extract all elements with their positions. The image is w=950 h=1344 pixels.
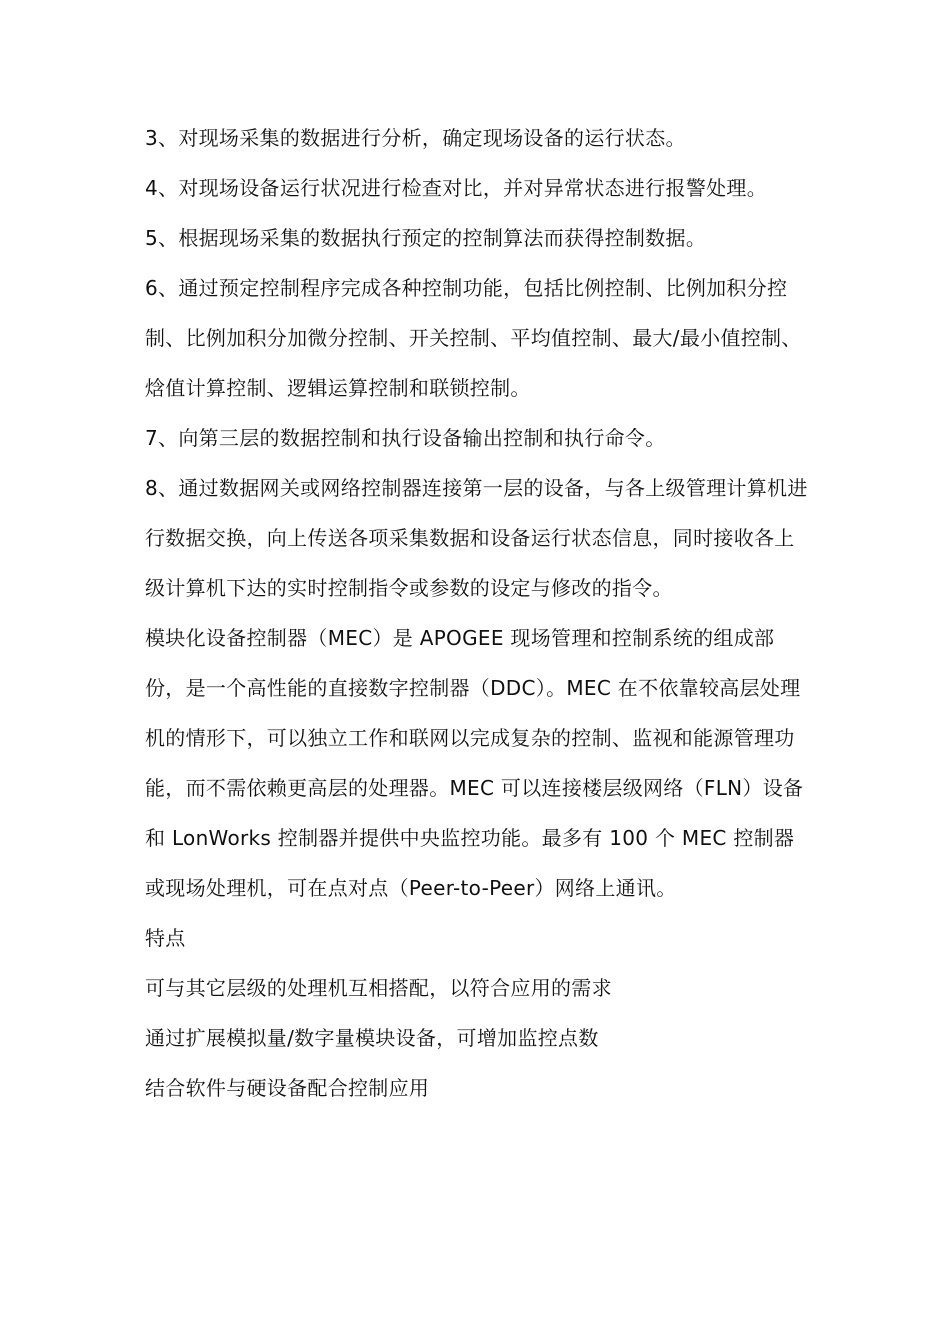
paragraph-item-7: 7、向第三层的数据控制和执行设备输出控制和执行命令。 (145, 426, 666, 450)
feature-item: 结合软件与硬设备配合控制应用 (145, 1076, 430, 1100)
paragraph-item-5: 5、根据现场采集的数据执行预定的控制算法而获得控制数据。 (145, 226, 707, 250)
paragraph-item-8: 8、通过数据网关或网络控制器连接第一层的设备，与各上级管理计算机进行数据交换，向上传送各项采集数据和设备运行状态信息，同时接收各上级计算机下达的实时控制指令或参数的设定与修改的指令。 (145, 476, 808, 600)
section-heading-features: 特点 (145, 926, 186, 950)
paragraph-mec-description: 模块化设备控制器（MEC）是 APOGEE 现场管理和控制系统的组成部份，是一个高性能的直接数字控制器（DDC）。MEC 在不依靠较高层处理机的情形下，可以独立工作和联网以完成复杂的控制、监视和能源管理功能，而不需依赖更高层的处理器。MEC 可以连接楼层级网络（FLN）设备和 LonWorks 控制器并提供中央监控功能。最多有 100 个 MEC 控制器或现场处理机，可在点对点（Peer-to-Peer）网络上通讯。 (145, 626, 804, 900)
feature-item: 通过扩展模拟量/数字量模块设备，可增加监控点数 (145, 1026, 599, 1050)
paragraph-item-3: 3、对现场采集的数据进行分析，确定现场设备的运行状态。 (145, 126, 686, 150)
paragraph-item-4: 4、对现场设备运行状况进行检查对比，并对异常状态进行报警处理。 (145, 176, 768, 200)
feature-item: 可与其它层级的处理机互相搭配，以符合应用的需求 (145, 976, 612, 1000)
document-body (145, 113, 810, 1113)
paragraph-item-6: 6、通过预定控制程序完成各种控制功能，包括比例控制、比例加积分控制、比例加积分加微分控制、开关控制、平均值控制、最大/最小值控制、焓值计算控制、逻辑运算控制和联锁控制。 (145, 276, 802, 400)
